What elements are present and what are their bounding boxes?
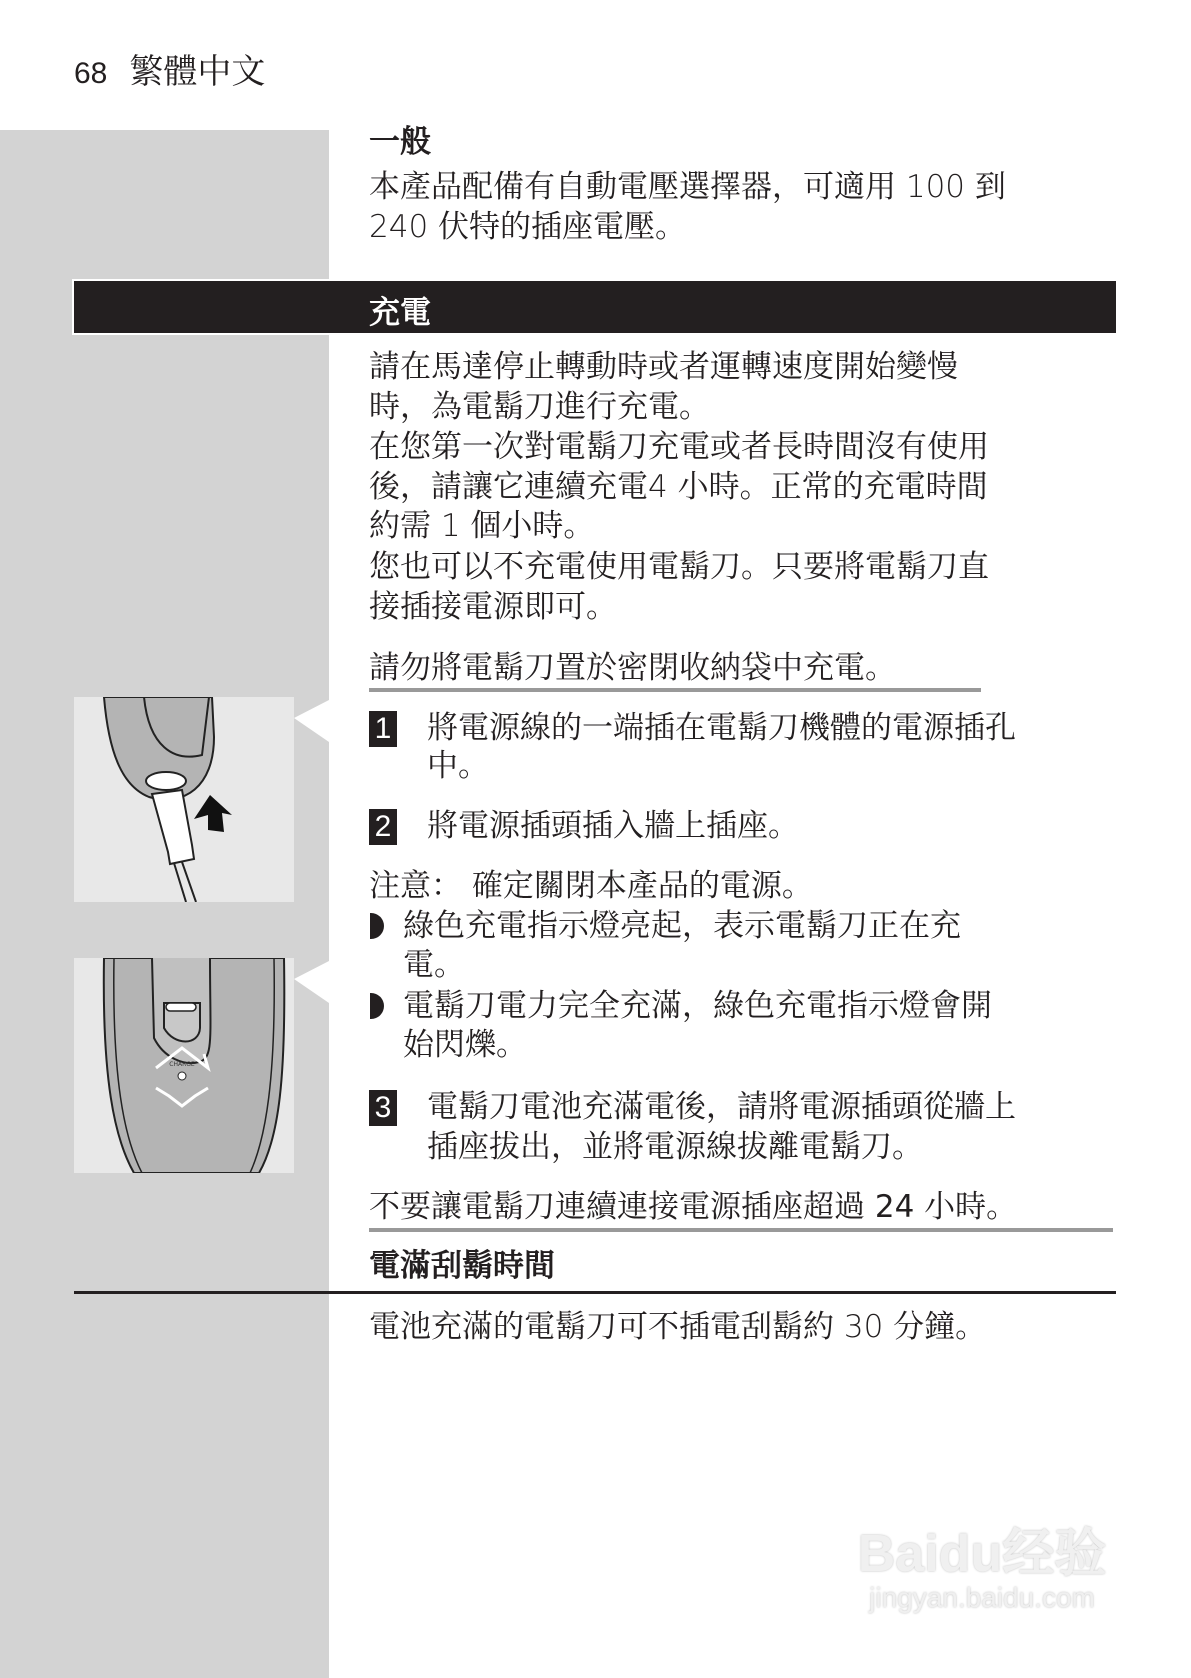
pointer-arrow — [294, 958, 330, 1006]
divider — [369, 688, 981, 692]
bullet-line: 綠色充電指示燈亮起，表示電鬍刀正在充 — [403, 908, 961, 944]
bullet-line: 電鬍刀電力完全充滿，綠色充電指示燈會開 — [403, 988, 992, 1024]
page-number: 68 — [74, 57, 108, 90]
general-line: 240 伏特的插座電壓。 — [369, 209, 687, 245]
sidebar-column — [0, 130, 329, 1678]
illustration-charge-light — [74, 958, 294, 1173]
illustration-plug-in — [74, 697, 294, 902]
charging-line: 請在馬達停止轉動時或者運轉速度開始變慢 — [369, 349, 958, 385]
step-1-line: 將電源線的一端插在電鬍刀機體的電源插孔 — [427, 710, 1016, 746]
section-rule — [74, 1291, 1116, 1294]
watermark-logo: Baidu经验 — [857, 1525, 1107, 1583]
pointer-arrow — [294, 697, 330, 745]
general-heading: 一般 — [369, 124, 431, 160]
step-number-3: 3 — [369, 1090, 397, 1126]
divider — [369, 1228, 1113, 1232]
charging-line: 接插接電源即可。 — [369, 589, 617, 625]
cordless-heading: 電滿刮鬍時間 — [369, 1248, 555, 1284]
bullet-icon — [370, 993, 384, 1019]
baidu-watermark — [847, 1502, 1117, 1628]
note-text: 注意： 確定關閉本產品的電源。 — [369, 868, 813, 904]
charging-line: 您也可以不充電使用電鬍刀。只要將電鬍刀直 — [369, 549, 989, 585]
charging-section-bar — [72, 279, 1118, 335]
step-3-line: 電鬍刀電池充滿電後，請將電源插頭從牆上 — [427, 1089, 1016, 1125]
bullet-line: 始閃爍。 — [403, 1027, 527, 1063]
step-1-line: 中。 — [427, 748, 489, 784]
step-3-line: 插座拔出，並將電源線拔離電鬍刀。 — [427, 1129, 923, 1165]
charging-line: 時，為電鬍刀進行充電。 — [369, 389, 710, 425]
step-number-1: 1 — [369, 711, 397, 747]
bullet-line: 電。 — [403, 947, 465, 983]
watermark-url: jingyan.baidu.com — [869, 1582, 1095, 1613]
charge-label: CHARGE — [169, 1061, 195, 1068]
charging-line: 後，請讓它連續充電4 小時。正常的充電時間 — [369, 469, 988, 505]
step-2-line: 將電源插頭插入牆上插座。 — [427, 808, 799, 844]
cordless-text: 電池充滿的電鬍刀可不插電刮鬍約 30 分鐘。 — [369, 1309, 987, 1345]
page-header — [74, 44, 265, 93]
charging-heading: 充電 — [369, 295, 431, 331]
language-label: 繁體中文 — [129, 52, 266, 92]
warning-24-hours: 不要讓電鬍刀連續連接電源插座超過 24 小時。 — [369, 1189, 1018, 1225]
step-number-2: 2 — [369, 809, 397, 845]
warning-closed-pouch: 請勿將電鬍刀置於密閉收納袋中充電。 — [369, 650, 896, 686]
general-line: 本產品配備有自動電壓選擇器，可適用 100 到 — [369, 169, 1006, 205]
charging-line: 在您第一次對電鬍刀充電或者長時間沒有使用 — [369, 429, 989, 465]
bullet-icon — [370, 913, 384, 939]
charging-line: 約需 1 個小時。 — [369, 508, 595, 544]
